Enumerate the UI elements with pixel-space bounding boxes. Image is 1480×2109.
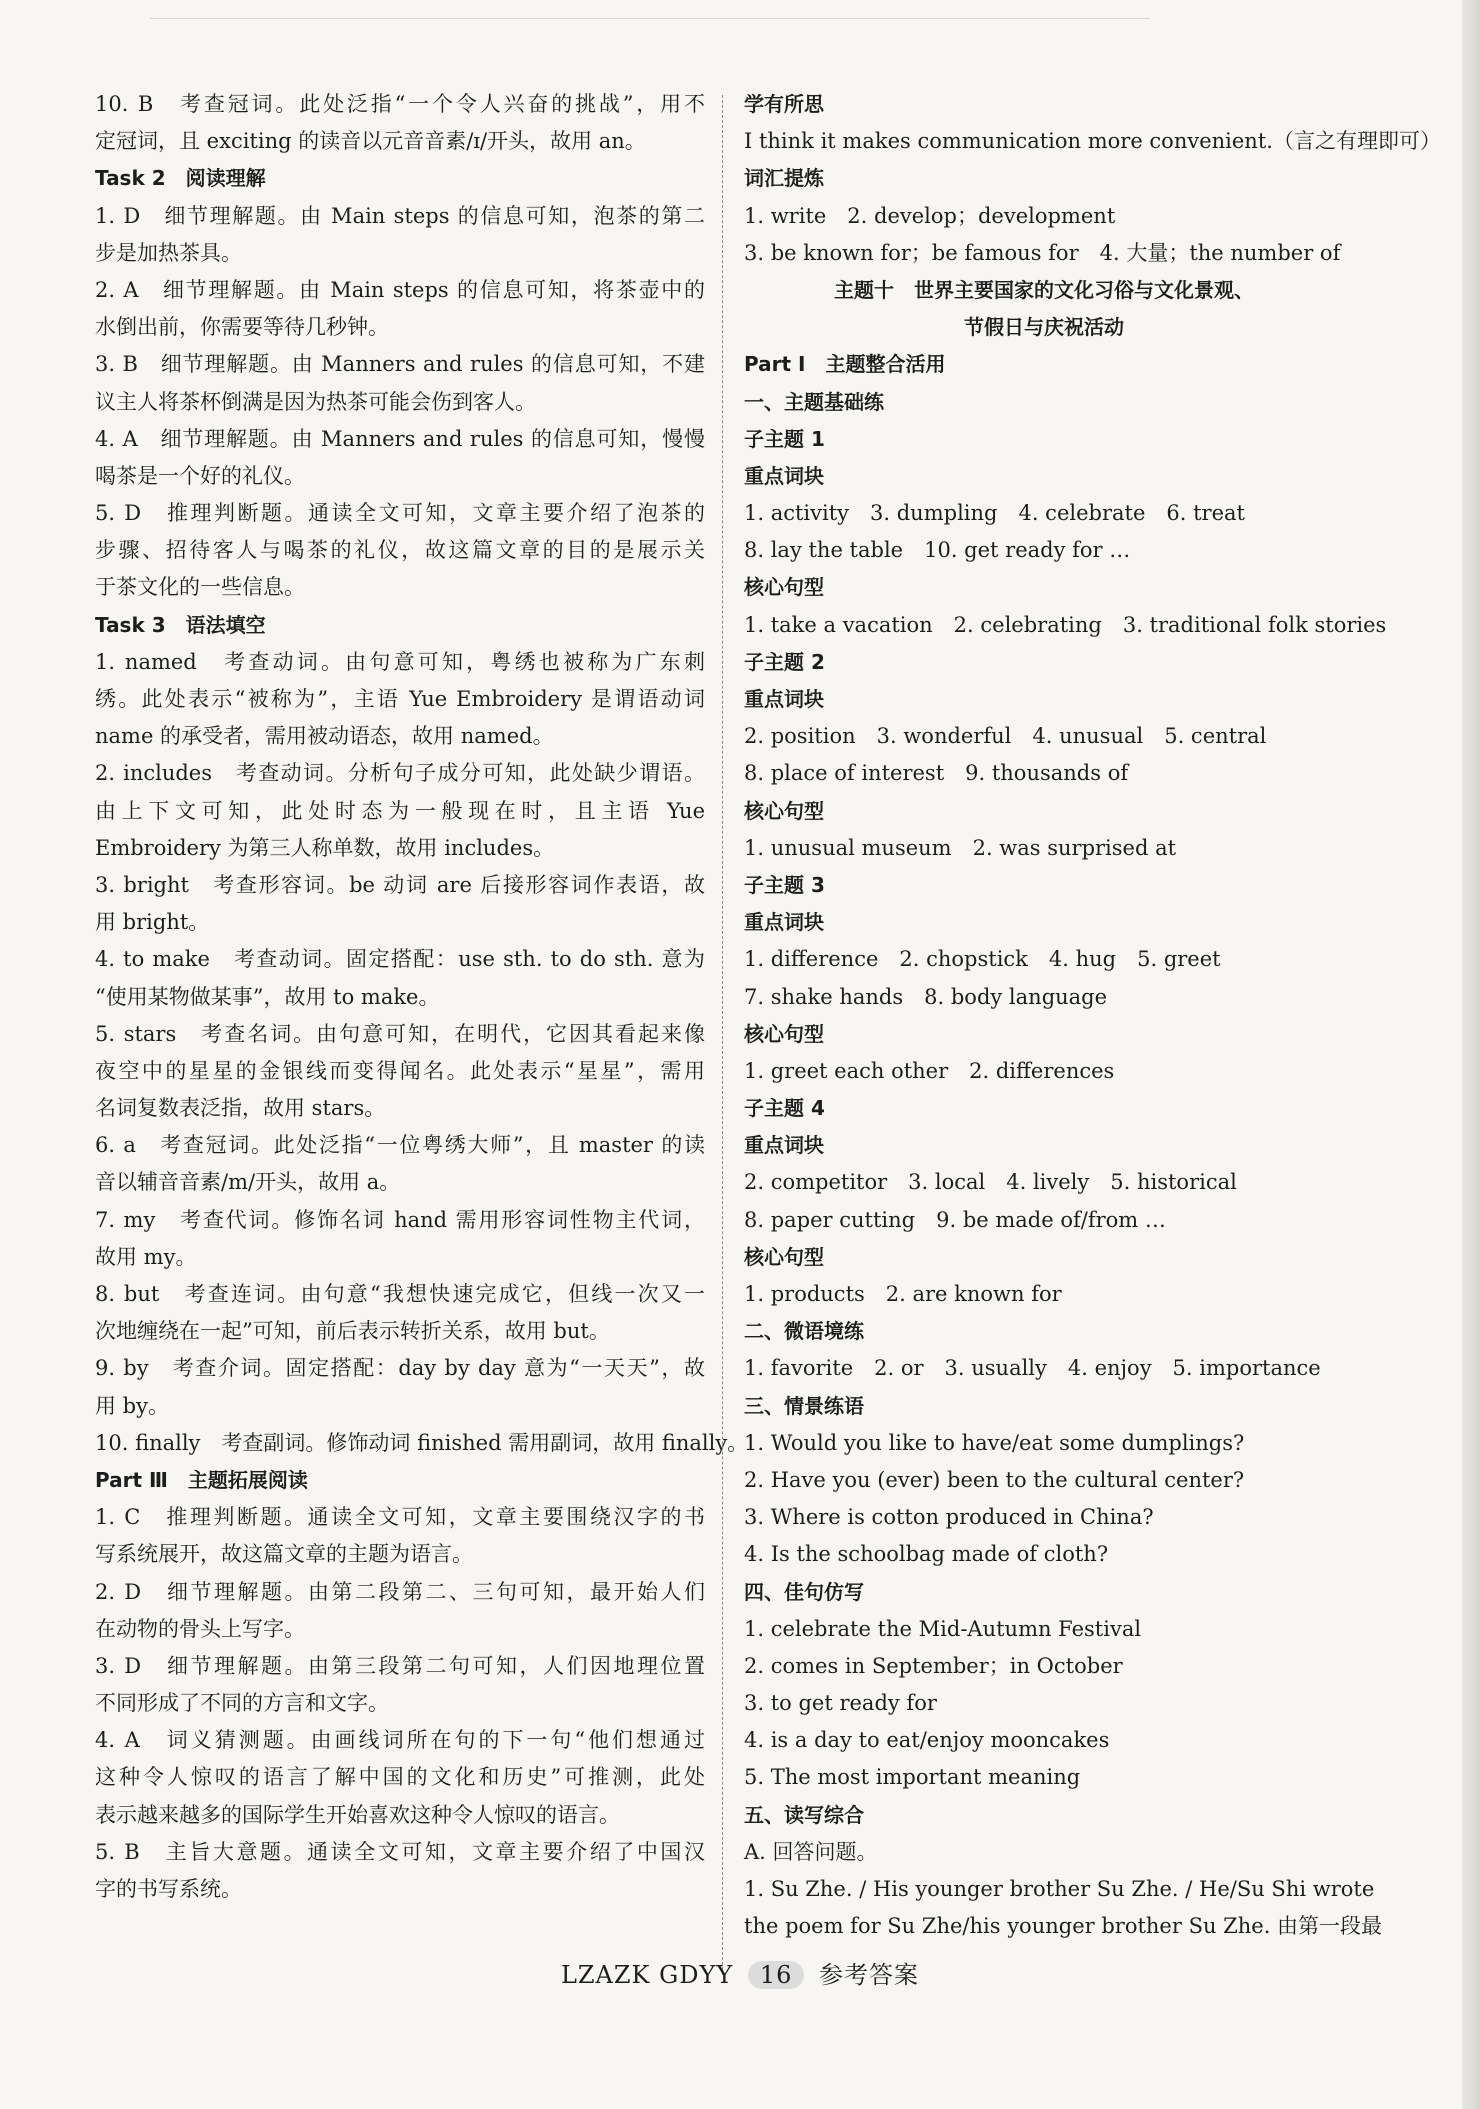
section-heading: 重点词块 <box>744 463 824 488</box>
section-heading: Task 2 阅读理解 <box>95 166 266 191</box>
answer-line: 名词复数表泛指，故用 stars。 <box>95 1096 386 1121</box>
answer-line: “使用某物做某事”，故用 to make。 <box>95 984 440 1009</box>
footer-code: LZAZK GDYY <box>560 1961 734 1989</box>
answer-line: 4. A 词义猜测题。由画线词所在句的下一句“他们想通过 <box>95 1728 705 1753</box>
answer-line: 喝茶是一个好的礼仪。 <box>95 463 305 488</box>
answer-line: 5. stars 考查名词。由句意可知，在明代，它因其看起来像 <box>95 1021 705 1046</box>
left-column <box>95 86 749 1908</box>
section-heading: 一、主题基础练 <box>744 389 884 414</box>
answer-line: 2. comes in September；in October <box>744 1653 1123 1678</box>
answer-line: 由上下文可知，此处时态为一般现在时，且主语 Yue <box>95 798 705 823</box>
answer-line: 4. A 细节理解题。由 Manners and rules 的信息可知，慢慢 <box>95 426 705 451</box>
answer-line: 表示越来越多的国际学生开始喜欢这种令人惊叹的语言。 <box>95 1802 620 1827</box>
answer-line: 5. The most important meaning <box>744 1765 1081 1790</box>
section-heading: Task 3 语法填空 <box>95 612 266 637</box>
answer-line: Embroidery 为第三人称单数，故用 includes。 <box>95 835 555 860</box>
answer-line: 3. to get ready for <box>744 1691 937 1716</box>
answer-line: name 的承受者，需用被动语态，故用 named。 <box>95 724 554 749</box>
section-heading: 主题十 世界主要国家的文化习俗与文化景观、 <box>834 277 1254 302</box>
answer-line: 1. greet each other 2. differences <box>744 1058 1115 1083</box>
section-heading: 五、读写综合 <box>744 1802 864 1827</box>
answer-line: 4. Is the schoolbag made of cloth? <box>744 1542 1109 1567</box>
answer-line: 夜空中的星星的金银线而变得闻名。此处表示“星星”，需用 <box>95 1058 705 1083</box>
answer-line: 3. bright 考查形容词。be 动词 are 后接形容词作表语，故 <box>95 872 705 897</box>
section-heading: 子主题 4 <box>744 1096 825 1121</box>
answer-line: 1. C 推理判断题。通读全文可知，文章主要围绕汉字的书 <box>95 1505 705 1530</box>
section-heading: 四、佳句仿写 <box>744 1579 864 1604</box>
section-heading: Part Ⅲ 主题拓展阅读 <box>95 1467 308 1492</box>
answer-line: 1. take a vacation 2. celebrating 3. traditional folk stories <box>744 612 1387 637</box>
answer-line: 5. D 推理判断题。通读全文可知，文章主要介绍了泡茶的 <box>95 501 705 526</box>
answer-line: 字的书写系统。 <box>95 1877 242 1901</box>
answer-line: 1. products 2. are known for <box>744 1282 1062 1306</box>
answer-line: 用 by。 <box>95 1393 169 1418</box>
answer-line: 2. includes 考查动词。分析句子成分可知，此处缺少谓语。 <box>95 761 705 786</box>
top-rule <box>150 18 1150 19</box>
answer-line: I think it makes communication more convenient.（言之有理即可） <box>744 129 1441 154</box>
answer-line: 1. named 考查动词。由句意可知，粤绣也被称为广东刺 <box>95 649 705 674</box>
section-heading: 三、情景练语 <box>744 1393 864 1418</box>
answer-line: 3. Where is cotton produced in China? <box>744 1505 1154 1530</box>
answer-line: 在动物的骨头上写字。 <box>95 1616 305 1641</box>
answer-line: 1. D 细节理解题。由 Main steps 的信息可知，泡茶的第二 <box>95 203 705 228</box>
answer-line: 10. finally 考查副词。修饰动词 finished 需用副词，故用 finally。 <box>95 1430 749 1455</box>
page-edge-shadow <box>1462 0 1480 2109</box>
answer-line: 次地缠绕在一起”可知，前后表示转折关系，故用 but。 <box>95 1319 610 1344</box>
answer-line: 7. shake hands 8. body language <box>744 984 1108 1009</box>
column-divider <box>722 95 723 1975</box>
answer-line: 议主人将茶杯倒满是因为热茶可能会伤到客人。 <box>95 389 536 414</box>
footer-label: 参考答案 <box>819 1961 920 1989</box>
section-heading: 节假日与庆祝活动 <box>964 315 1124 340</box>
section-heading: 核心句型 <box>744 1244 824 1269</box>
answer-line: 写系统展开，故这篇文章的主题为语言。 <box>95 1542 473 1567</box>
answer-line: 这种令人惊叹的语言了解中国的文化和历史”可推测，此处 <box>95 1765 705 1790</box>
answer-line: A. 回答问题。 <box>744 1839 878 1864</box>
answer-line: 2. position 3. wonderful 4. unusual 5. central <box>744 724 1267 749</box>
answer-line: 2. A 细节理解题。由 Main steps 的信息可知，将茶壶中的 <box>95 277 705 302</box>
answer-line: 故用 my。 <box>95 1244 197 1269</box>
answer-line: 8. paper cutting 9. be made of/from … <box>744 1207 1166 1232</box>
answer-line: 9. by 考查介词。固定搭配：day by day 意为“一天天”，故 <box>95 1356 705 1381</box>
answer-line: 不同形成了不同的方言和文字。 <box>95 1691 389 1716</box>
answer-line: 定冠词，且 exciting 的读音以元音音素/ɪ/开头，故用 an。 <box>95 129 646 154</box>
section-heading: 学有所思 <box>744 92 824 116</box>
section-heading: 词汇提炼 <box>744 166 824 191</box>
answer-line: 3. D 细节理解题。由第三段第二句可知，人们因地理位置 <box>95 1653 705 1678</box>
answer-line: 步骤、招待客人与喝茶的礼仪，故这篇文章的目的是展示关 <box>95 538 705 563</box>
section-heading: 核心句型 <box>744 1021 824 1046</box>
answer-line: 3. be known for；be famous for 4. 大量；the number of <box>744 240 1341 265</box>
section-heading: 重点词块 <box>744 910 824 935</box>
page-footer <box>0 1955 1480 1990</box>
section-heading: Part Ⅰ 主题整合活用 <box>744 352 946 377</box>
answer-line: 音以辅音音素/m/开头，故用 a。 <box>95 1170 401 1195</box>
answer-line: 8. place of interest 9. thousands of <box>744 761 1129 786</box>
section-heading: 重点词块 <box>744 1133 824 1158</box>
answer-line: 8. lay the table 10. get ready for … <box>744 538 1131 563</box>
answer-line: 步是加热茶具。 <box>95 240 242 265</box>
section-heading: 核心句型 <box>744 575 824 600</box>
section-heading: 重点词块 <box>744 687 824 711</box>
right-column <box>744 86 1441 1945</box>
answer-line: 1. celebrate the Mid-Autumn Festival <box>744 1616 1142 1641</box>
answer-line: 5. B 主旨大意题。通读全文可知，文章主要介绍了中国汉 <box>95 1839 705 1864</box>
section-heading: 子主题 3 <box>744 872 825 897</box>
answer-line: 3. B 细节理解题。由 Manners and rules 的信息可知，不建 <box>95 352 705 377</box>
answer-line: 2. D 细节理解题。由第二段第二、三句可知，最开始人们 <box>95 1579 705 1604</box>
answer-line: 6. a 考查冠词。此处泛指“一位粤绣大师”，且 master 的读 <box>95 1133 705 1158</box>
answer-line: 1. Would you like to have/eat some dumplings? <box>744 1430 1245 1455</box>
answer-line: 8. but 考查连词。由句意“我想快速完成它，但线一次又一 <box>95 1282 705 1306</box>
answer-line: 1. activity 3. dumpling 4. celebrate 6. treat <box>744 501 1245 526</box>
answer-line: 绣。此处表示“被称为”，主语 Yue Embroidery 是谓语动词 <box>95 687 705 711</box>
answer-line: 1. favorite 2. or 3. usually 4. enjoy 5. importance <box>744 1356 1321 1381</box>
answer-line: 4. to make 考查动词。固定搭配：use sth. to do sth. 意为 <box>95 947 705 972</box>
answer-line: the poem for Su Zhe/his younger brother Su Zhe. 由第一段最 <box>744 1914 1383 1939</box>
page-number: 16 <box>748 1961 805 1989</box>
section-heading: 核心句型 <box>744 798 824 823</box>
answer-line: 用 bright。 <box>95 910 210 935</box>
answer-line: 7. my 考查代词。修饰名词 hand 需用形容词性物主代词， <box>95 1207 705 1232</box>
answer-line: 2. Have you (ever) been to the cultural center? <box>744 1467 1245 1492</box>
section-heading: 子主题 2 <box>744 649 825 674</box>
answer-line: 4. is a day to eat/enjoy mooncakes <box>744 1728 1110 1753</box>
answer-line: 水倒出前，你需要等待几秒钟。 <box>95 315 389 340</box>
answer-line: 1. write 2. develop；development <box>744 203 1116 228</box>
answer-line: 于茶文化的一些信息。 <box>95 575 305 600</box>
section-heading: 二、微语境练 <box>744 1319 864 1344</box>
answer-line: 10. B 考查冠词。此处泛指“一个令人兴奋的挑战”，用不 <box>95 92 705 116</box>
answer-line: 2. competitor 3. local 4. lively 5. historical <box>744 1170 1237 1195</box>
answer-line: 1. unusual museum 2. was surprised at <box>744 835 1177 860</box>
section-heading: 子主题 1 <box>744 426 825 451</box>
answer-line: 1. Su Zhe. / His younger brother Su Zhe. / He/Su Shi wrote <box>744 1877 1375 1901</box>
answer-line: 1. difference 2. chopstick 4. hug 5. greet <box>744 947 1221 972</box>
